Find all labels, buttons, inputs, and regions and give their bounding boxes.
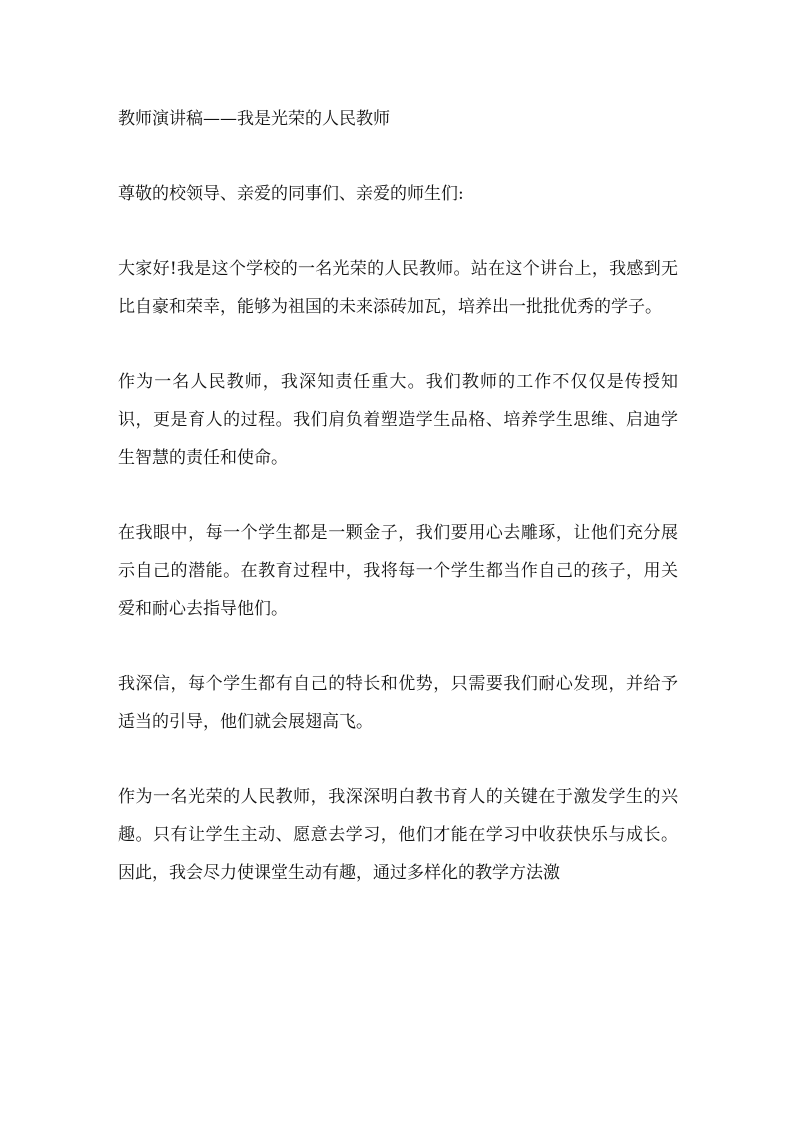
paragraph-2: 作为一名人民教师，我深知责任重大。我们教师的工作不仅仅是传授知识，更是育人的过程。我们肩负着塑造学生品格、培养学生思维、启迪学生智慧的责任和使命。: [118, 372, 678, 468]
salutation: 尊敬的校领导、亲爱的同事们、亲爱的师生们:: [118, 184, 464, 204]
paragraph-5: 作为一名光荣的人民教师，我深深明白教书育人的关键在于激发学生的兴趣。只有让学生主动、愿意去学习，他们才能在学习中收获快乐与成长。因此，我会尽力使课堂生动有趣，通过多样化的教学方法激: [118, 787, 678, 883]
paragraph-4: 我深信，每个学生都有自己的特长和优势，只需要我们耐心发现，并给予适当的引导，他们就会展翅高飞。: [118, 674, 678, 732]
document-title: 教师演讲稿——我是光荣的人民教师: [118, 109, 390, 129]
paragraph-3: 在我眼中，每一个学生都是一颗金子，我们要用心去雕琢，让他们充分展示自己的潜能。在教育过程中，我将每一个学生都当作自己的孩子，用关爱和耐心去指导他们。: [118, 523, 678, 619]
document-body: [118, 100, 678, 929]
paragraph-1: 大家好!我是这个学校的一名光荣的人民教师。站在这个讲台上，我感到无比自豪和荣幸，能够为祖国的未来添砖加瓦，培养出一批批优秀的学子。: [118, 259, 678, 317]
